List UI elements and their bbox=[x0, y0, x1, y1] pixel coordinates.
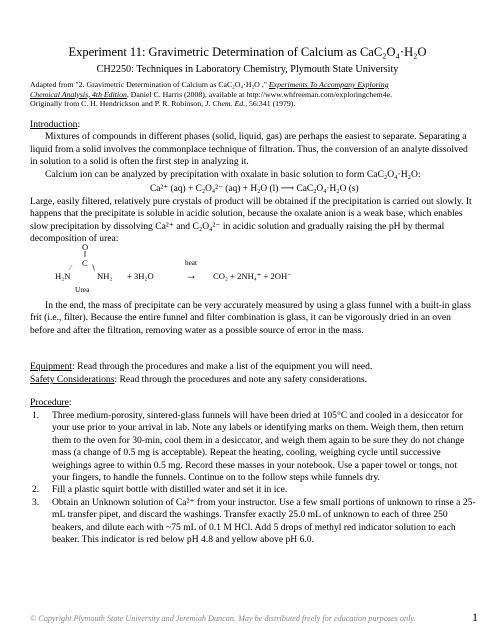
citation-book-title: Experiments To Accompany Exploring bbox=[268, 80, 389, 89]
citation-prefix: Adapted from "2. Gravimetric Determination of Calcium as CaC₂O₄·H₂O ," bbox=[30, 80, 269, 89]
equipment-heading: Equipment bbox=[30, 361, 73, 372]
urea-reaction-arrow: → bbox=[185, 268, 197, 282]
citation-original-prefix: Originally from C. H. Hendrickson and P. R. Robinson, bbox=[30, 99, 205, 109]
procedure-step-text: Three medium-porosity, sintered-glass funnels will have been dried at 105°C and cooled in a desiccator for your use prior to your arrival in lab. Note any labels or identifying marks on them. Weigh them, then return them to the oven for 30-min, cool them in a desiccator, and weigh them again to be sure they do not change mass (a change of 0.5 mg is acceptable). Repeat the heating, cooling, weighing cycle until successive weighings agree to within 0.5 mg. Record these masses in your notebook. Use a paper towel or tongs, not your fingers, to handle the funnels. Continue on to the follow steps while funnels dry. bbox=[52, 410, 465, 484]
procedure-step bbox=[30, 410, 476, 484]
page-subtitle: CH2250: Techniques in Laboratory Chemistry, Plymouth State University bbox=[96, 64, 399, 75]
safety-heading: Safety Considerations bbox=[30, 374, 115, 385]
safety-text: : Read through the procedures and note any safety considerations. bbox=[114, 374, 368, 385]
procedure-step bbox=[30, 497, 476, 547]
intro-paragraph-3: Large, easily filtered, relatively pure crystals of product will be obtained if the precipitation is carried out slowly. It happens that the precipitate is soluble in acidic solution, because the oxalate anion is a weak base, which enables slow precipitation by dissolving Ca²⁺ and C₂O₄²⁻ in acidic solution and gradually raising the pH by thermal decomposition of urea: bbox=[30, 196, 472, 245]
equipment-line bbox=[30, 361, 476, 373]
copyright-footer: © Copyright Plymouth State University and Jeremiah Duncan. May be distributed freely for education purposes only. bbox=[30, 614, 416, 623]
introduction-section: Introduction: Mixtures of compounds in different phases (solid, liquid, gas) are perhaps the easiest to separate. Separating a liquid from a solid involves the commonplace technique of filtration. Thus, the conversion of an analyte dissolved in solution to a solid is often the first step in analyzing it. Calcium ion can be analyzed by precipitation with oxalate in basic solution to form CaC₂O₄·H₂O: bbox=[30, 119, 476, 181]
page-number: 1 bbox=[472, 610, 478, 624]
procedure-step-text: Obtain an Unknown solution of Ca²⁺ from your instructor. Use a few small portions of unknown to rinse a 25-mL transfer pipet, and discard the washings. Transfer exactly 25.0 mL of unknown to each of three 250 beakers, and dilute each with ~75 mL of 0.1 M HCl. Add 5 drops of methyl red indicator solution to each beaker. This indicator is red below pH 4.8 and yellow above pH 6.0. bbox=[52, 496, 476, 546]
procedure-list bbox=[30, 410, 476, 546]
urea-label: Urea bbox=[75, 285, 90, 294]
citation-block bbox=[30, 80, 470, 109]
precipitation-equation: Ca²⁺ (aq) + C₂O₄²⁻ (aq) + H₂O (l) ⟶ CaC₂O₄·H₂O (s) bbox=[150, 184, 359, 194]
procedure-heading: Procedure bbox=[30, 397, 69, 408]
procedure-step-number: 3. bbox=[32, 496, 40, 508]
urea-water-reactant: + 3H₂O bbox=[127, 271, 154, 281]
procedure-step-number: 2. bbox=[32, 484, 40, 496]
intro-paragraph-2: Calcium ion can be analyzed by precipitation with oxalate in basic solution to form CaC₂O₄·H₂O: bbox=[45, 168, 421, 180]
citation-original-suffix: , 56:341 (1979). bbox=[245, 99, 296, 109]
citation-book-edition: Chemical Analysis, 4th Edition bbox=[30, 89, 127, 99]
urea-nh2: NH₂ bbox=[97, 271, 113, 281]
procedure-step-number: 1. bbox=[32, 410, 40, 421]
urea-products: CO₂ + 2NH₄⁺ + 2OH⁻ bbox=[213, 271, 292, 281]
urea-double-bond: ‖ bbox=[84, 250, 87, 259]
equipment-text: : Read through the procedures and make a list of the equipment you will need. bbox=[72, 361, 373, 372]
urea-decomposition-equation bbox=[55, 242, 385, 294]
urea-bond-left: ⁄ bbox=[70, 264, 72, 272]
page-title: Experiment 11: Gravimetric Determination of Calcium as CaC₂O₄·H₂O bbox=[68, 45, 427, 59]
safety-line bbox=[30, 374, 476, 386]
urea-h2n: H₂N bbox=[55, 271, 71, 281]
urea-carbon: C bbox=[82, 258, 88, 268]
citation-journal: J. Chem. Ed. bbox=[205, 99, 246, 109]
citation-details: , Daniel C. Harris (2008), available at http://www.whfreeman.com/exploringchem4e. bbox=[126, 89, 393, 99]
urea-oxygen: O bbox=[82, 242, 89, 252]
introduction-heading: Introduction bbox=[30, 119, 78, 130]
intro-paragraph-4: In the end, the mass of precipitate can be very accurately measured by using a glass funnel with a built-in glass frit (i.e., filter). Because the entire funnel and filter combination is glass, it can be vigorously dried in an oven before and after the filtration, removing water as a possible source of error in the mass. bbox=[30, 300, 471, 336]
urea-bond-right: ∖ bbox=[91, 264, 96, 272]
procedure-step-text: Fill a plastic squirt bottle with distilled water and set it in ice. bbox=[52, 484, 288, 496]
urea-heat-label: heat bbox=[185, 259, 197, 267]
procedure-step bbox=[30, 484, 476, 496]
intro-paragraph-1: Mixtures of compounds in different phases (solid, liquid, gas) are perhaps the easiest to separate. Separating a liquid from a solid involves the commonplace technique of filtration. Thus, the conversion of an analyte dissolved in solution to a solid is often the first step in analyzing it. bbox=[30, 131, 468, 168]
procedure-heading-line: Procedure: bbox=[30, 397, 72, 408]
